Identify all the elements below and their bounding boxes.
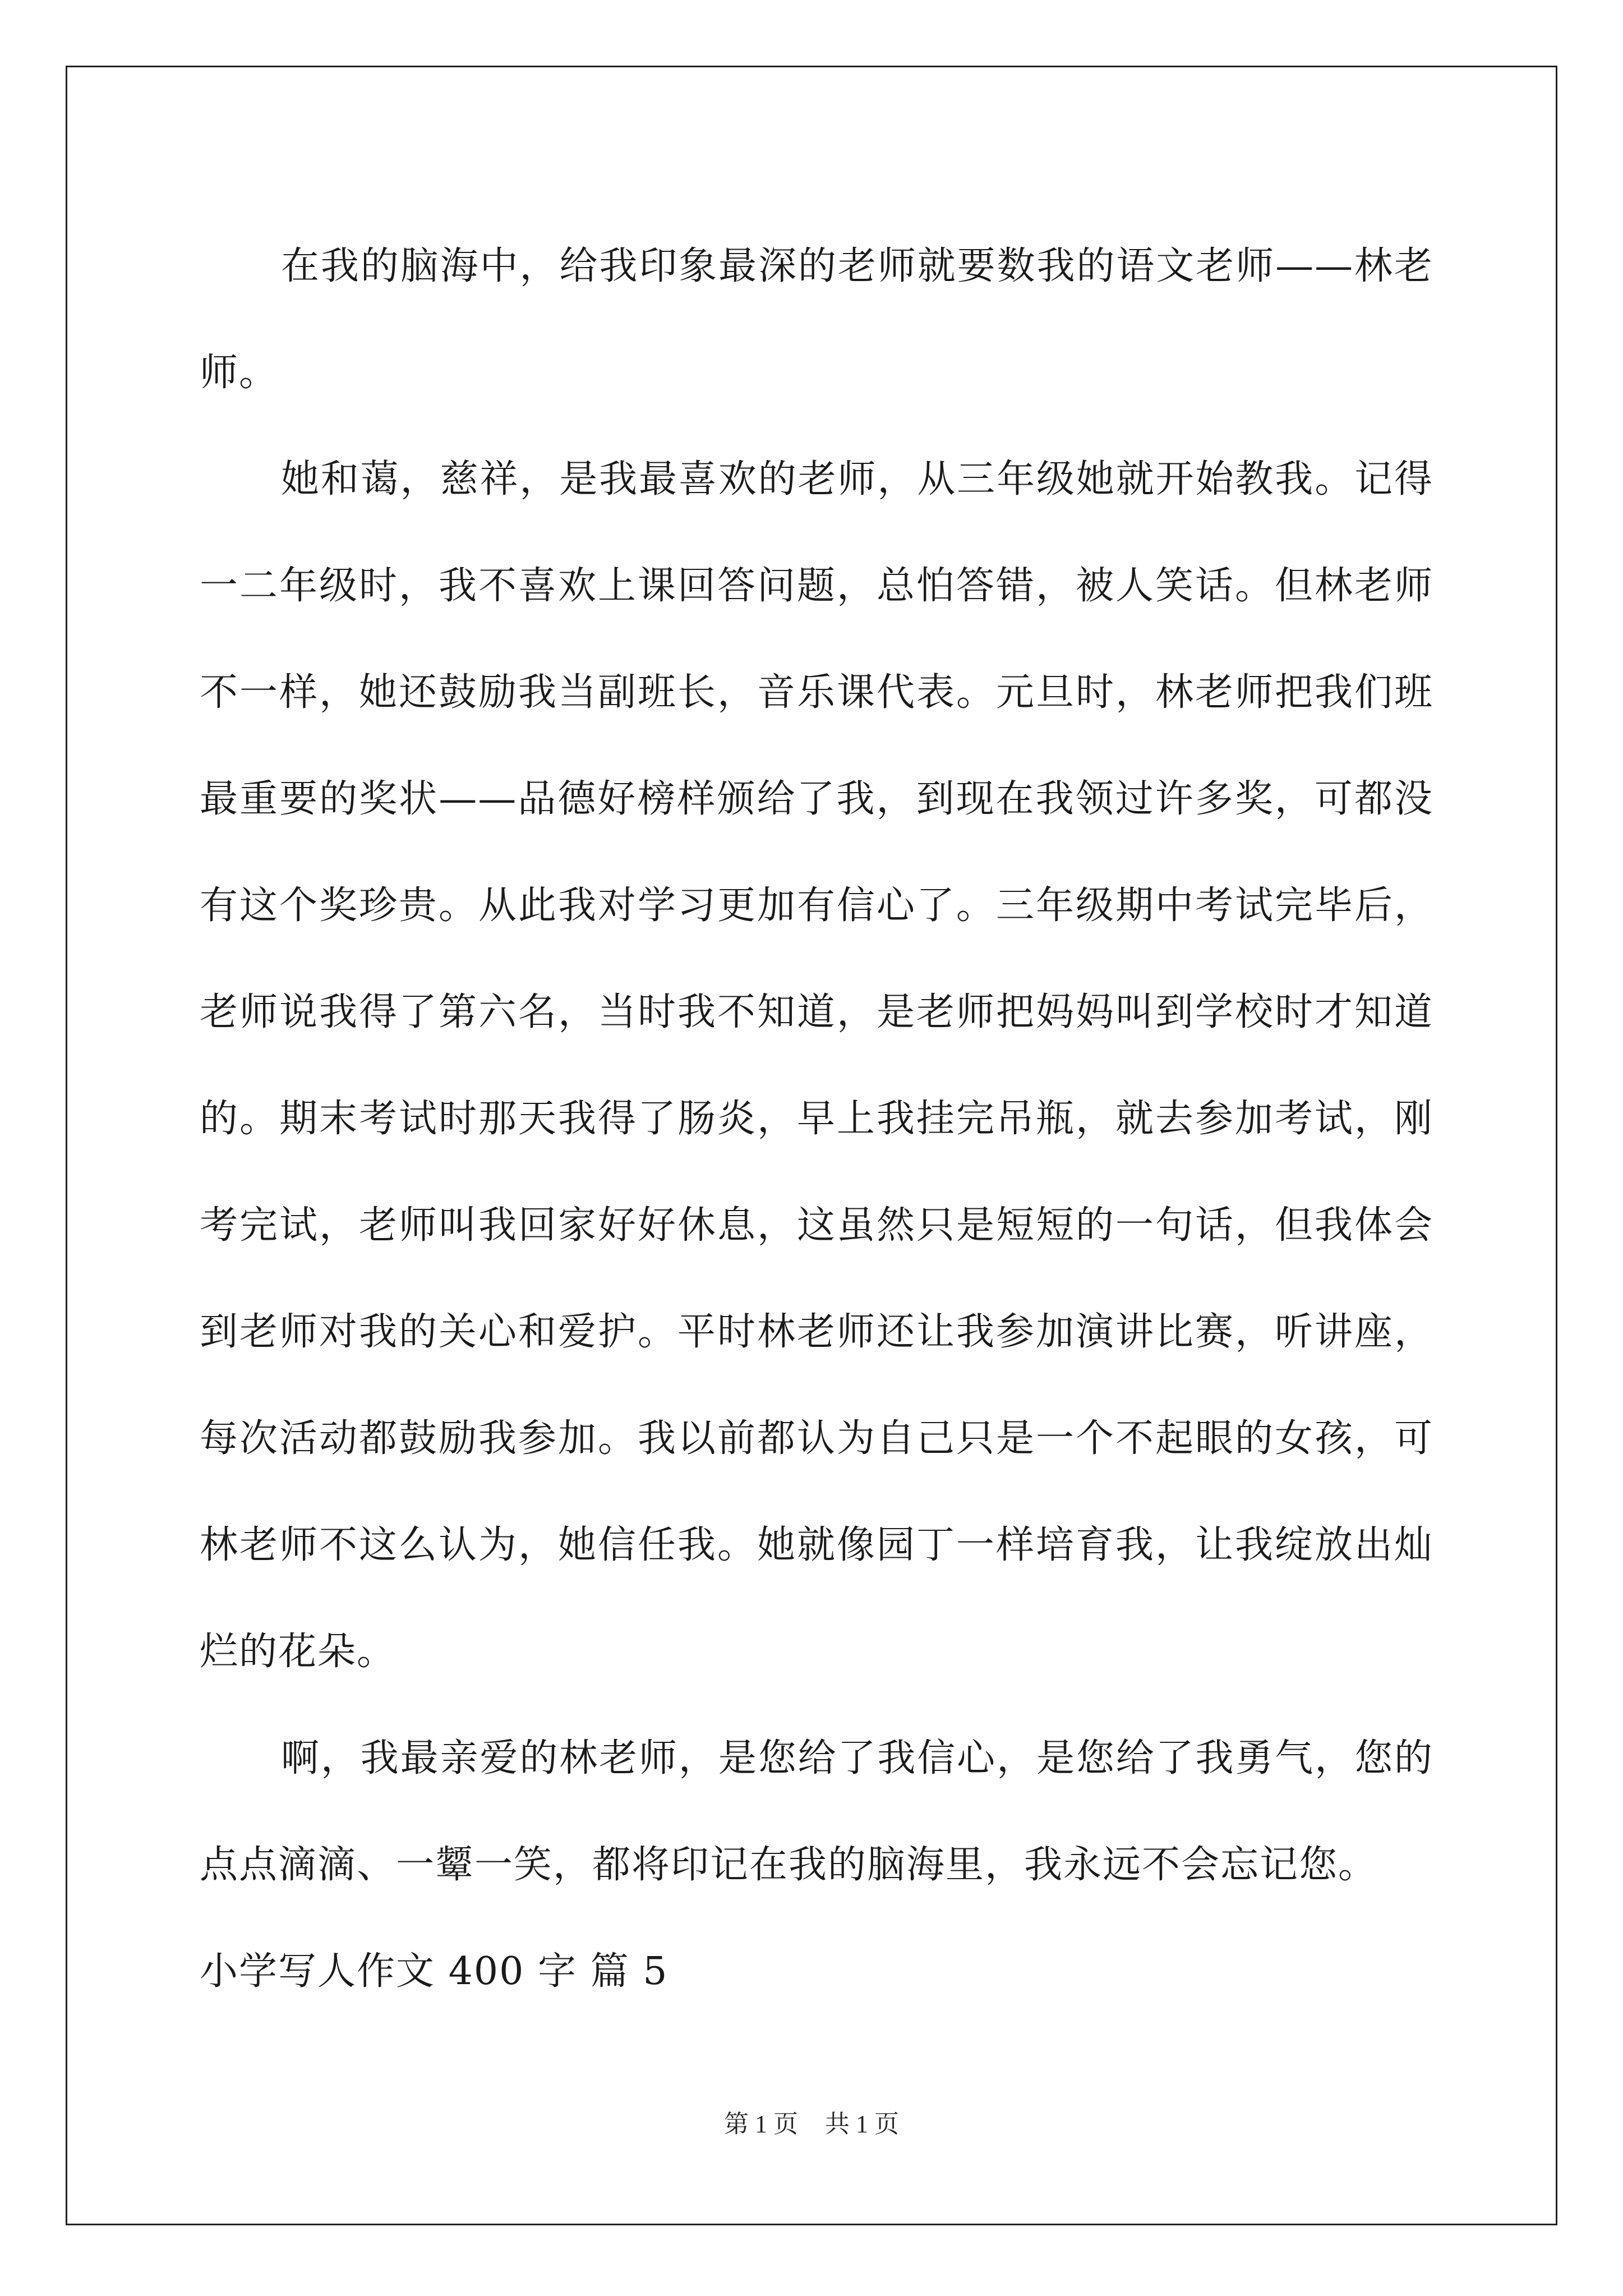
paragraph-2: 她和蔼，慈祥，是我最喜欢的老师，从三年级她就开始教我。记得一二年级时，我不喜欢上课回答问题，总怕答错，被人笑话。但林老师不一样，她还鼓励我当副班长，音乐课代表。元旦时，林老师把我们班最重要的奖状——品德好榜样颁给了我，到现在我领过许多奖，可都没有这个奖珍贵。从此我对学习更加有信心了。三年级期中考试完毕后，老师说我得了第六名，当时我不知道，是老师把妈妈叫到学校时才知道的。期末考试时那天我得了肠炎，早上我挂完吊瓶，就去参加考试，刚考完试，老师叫我回家好好休息，这虽然只是短短的一句话，但我体会到老师对我的关心和爱护。平时林老师还让我参加演讲比赛，听讲座，每次活动都鼓励我参加。我以前都认为自己只是一个不起眼的女孩，可林老师不这么认为，她信任我。她就像园丁一样培育我，让我绽放出灿烂的花朵。: [200, 457, 1433, 1674]
document-body: [200, 213, 1433, 2025]
section-title: 小学写人作文 400 字 篇 5: [200, 1949, 668, 1994]
paragraph-3: 啊，我最亲爱的林老师，是您给了我信心，是您给了我勇气，您的点点滴滴、一颦一笑，都将印记在我的脑海里，我永远不会忘记您。: [200, 1736, 1433, 1887]
page-number: 第 1 页: [724, 2110, 798, 2138]
page-footer: [0, 2104, 1623, 2139]
paragraph-1: 在我的脑海中，给我印象最深的老师就要数我的语文老师——林老师。: [200, 244, 1433, 395]
page-total: 共 1 页: [825, 2110, 899, 2138]
